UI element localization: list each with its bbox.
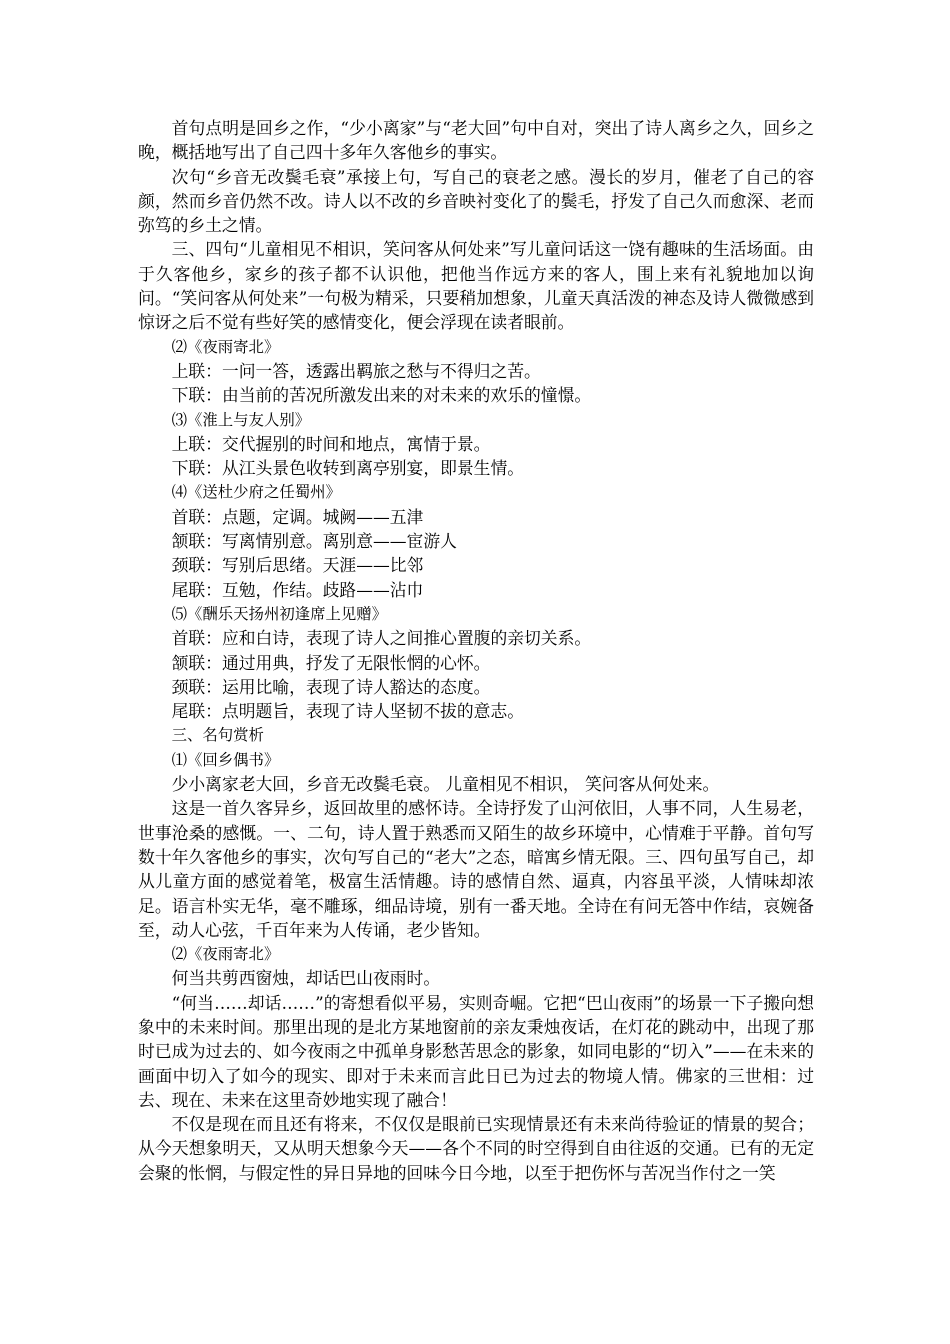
paragraph: 少小离家老大回，乡音无改鬓毛衰。 儿童相见不相识， 笑问客从何处来。 xyxy=(171,774,720,795)
section-heading: ⑶《淮上与友人别》 xyxy=(171,410,311,429)
paragraph: 上联：交代握别的时间和地点，寓情于景。 xyxy=(171,433,491,454)
paragraph: 颔联：写离情别意。离别意——宦游人 xyxy=(171,531,457,552)
paragraph: 首联：应和白诗，表现了诗人之间推心置腹的亲切关系。 xyxy=(171,628,592,649)
section-heading: ⑵《夜雨寄北》 xyxy=(171,945,280,964)
paragraph: 下联：从江头景色收转到离亭别宴，即景生情。 xyxy=(171,458,525,479)
paragraph: 首句点明是回乡之作，“少小离家”与“老大回”句中自对，突出了诗人离乡之久，回乡之晚，概括地写出了自己四十多年久客他乡的事实。 xyxy=(138,118,814,163)
paragraph: 何当共剪西窗烛，却话巴山夜雨时。 xyxy=(171,968,441,989)
paragraph: 下联：由当前的苦况所激发出来的对未来的欢乐的憧憬。 xyxy=(171,385,592,406)
section-heading: 三、名句赏析 xyxy=(171,726,264,745)
paragraph: 这是一首久客异乡，返回故里的感怀诗。全诗抒发了山河依旧，人事不同，人生易老，世事沧桑的感慨。一、二句，诗人置于熟悉而又陌生的故乡环境中，心情难于平静。首句写数十年久客他乡的事实，次句写自己的“老大”之态，暗寓乡情无限。三、四句虽写自己，却从儿童方面的感觉着笔，极富生活情趣。诗的感情自然、逼真，内容虽平淡，人情味却浓足。语言朴实无华，毫不雕琢，细品诗境，别有一番天地。全诗在有问无答中作结，哀婉备至，动人心弦，千百年来为人传诵，老少皆知。 xyxy=(138,798,814,940)
paragraph: 首联：点题，定调。城阙——五津 xyxy=(171,506,424,527)
paragraph: 尾联：点明题旨，表现了诗人坚韧不拔的意志。 xyxy=(171,701,525,722)
paragraph: 尾联：互勉，作结。歧路——沾巾 xyxy=(171,579,424,600)
section-heading: ⑴《回乡偶书》 xyxy=(171,750,280,769)
section-heading: ⑵《夜雨寄北》 xyxy=(171,337,280,356)
paragraph: 颈联：写别后思绪。天涯——比邻 xyxy=(171,555,424,576)
paragraph: 上联：一问一答，透露出羁旅之愁与不得归之苦。 xyxy=(171,360,541,381)
document-page xyxy=(138,116,814,1185)
section-heading: ⑸《酬乐天扬州初逢席上见赠》 xyxy=(171,604,388,623)
paragraph: 颔联：通过用典，抒发了无限怅惘的心怀。 xyxy=(171,652,491,673)
paragraph: 颈联：运用比喻，表现了诗人豁达的态度。 xyxy=(171,676,491,697)
paragraph: 三、四句“儿童相见不相识，笑问客从何处来”写儿童问话这一饶有趣味的生活场面。由于久客他乡，家乡的孩子都不认识他，把他当作远方来的客人，围上来有礼貌地加以询问。“笑问客从何处来”一句极为精采，只要稍加想象，儿童天真活泼的神态及诗人微微感到惊讶之后不觉有些好笑的感情变化，便会浮现在读者眼前。 xyxy=(138,239,814,333)
section-heading: ⑷《送杜少府之任蜀州》 xyxy=(171,483,341,502)
paragraph: 次句“乡音无改鬓毛衰”承接上句，写自己的衰老之感。漫长的岁月，催老了自己的容颜，然而乡音仍然不改。诗人以不改的乡音映衬变化了的鬓毛，抒发了自己久而愈深、老而弥笃的乡土之情。 xyxy=(138,166,814,236)
paragraph: “何当……却话……”的寄想看似平易，实则奇崛。它把“巴山夜雨”的场景一下子搬向想象中的未来时间。那里出现的是北方某地窗前的亲友秉烛夜话，在灯花的跳动中，出现了那时已成为过去的、如今夜雨之中孤单身影愁苦思念的影象，如同电影的“切入”——在未来的画面中切入了如今的现实、即对于未来而言此日已为过去的物境人情。佛家的三世相：过去、现在、未来在这里奇妙地实现了融合！ xyxy=(138,992,814,1110)
paragraph: 不仅是现在而且还有将来，不仅仅是眼前已实现情景还有未来尚待验证的情景的契合；从今天想象明天，又从明天想象今天——各个不同的时空得到自由往返的交通。已有的无定会聚的怅惘，与假定性的异日异地的回味今日今地，以至于把伤怀与苦况当作付之一笑 xyxy=(138,1114,814,1183)
